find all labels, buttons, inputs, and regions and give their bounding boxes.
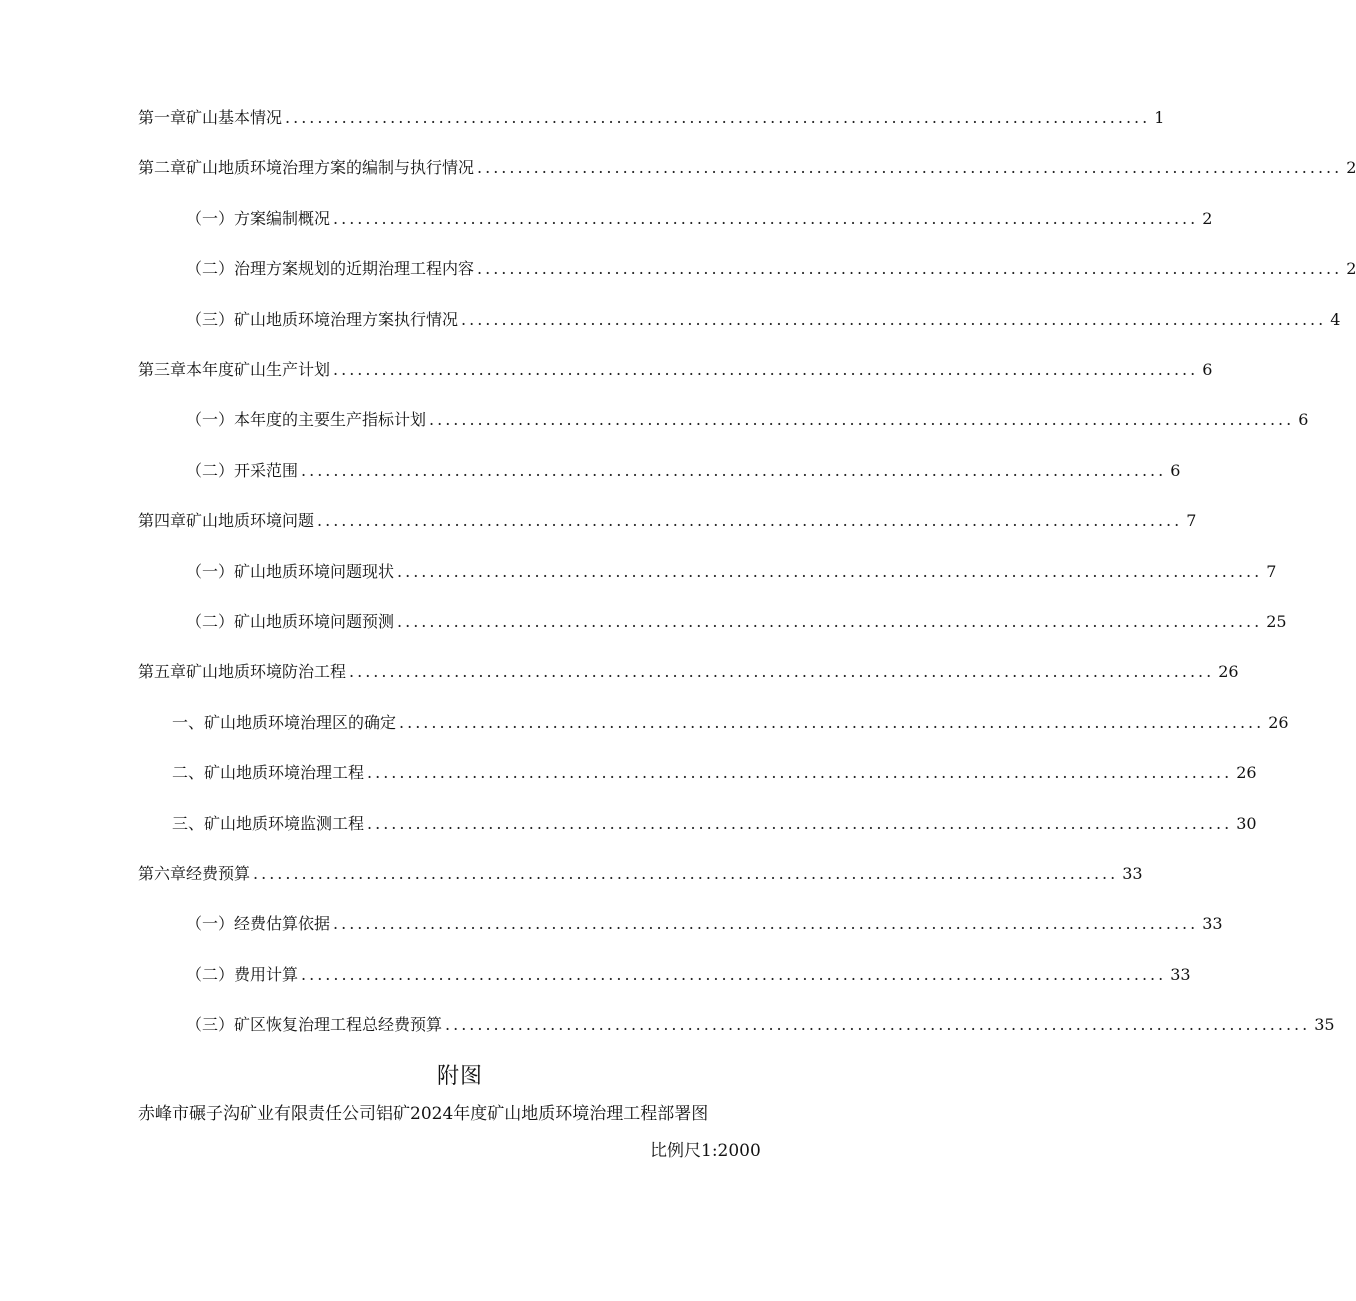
toc-page-number: 1 xyxy=(1154,108,1165,127)
toc-entry-label: （二）开采范围 xyxy=(186,461,299,480)
toc-entry-label: （一）经费估算依据 xyxy=(186,914,331,933)
toc-leader-dots: ........................................................................................................... xyxy=(253,864,1119,883)
toc-page-number: 30 xyxy=(1236,814,1257,833)
toc-entry-label: （二）费用计算 xyxy=(186,965,299,984)
appendix-heading: 附图 xyxy=(436,1064,483,1089)
toc-leader-dots: ........................................................................................................... xyxy=(333,209,1199,228)
toc-page-number: 7 xyxy=(1186,511,1197,530)
toc-leader-dots: ........................................................................................................... xyxy=(397,562,1263,581)
toc-leader-dots: ........................................................................................................... xyxy=(333,914,1199,933)
toc-entry-label: （三）矿区恢复治理工程总经费预算 xyxy=(186,1015,443,1034)
toc-leader-dots: ........................................................................................................... xyxy=(333,360,1199,379)
toc-leader-dots: ........................................................................................................... xyxy=(285,108,1151,127)
toc-entry-label: 第六章经费预算 xyxy=(138,864,251,883)
toc-entry-section-3-2[interactable] xyxy=(186,458,1181,484)
toc-entry-label: 第三章本年度矿山生产计划 xyxy=(138,360,331,379)
toc-entry-section-4-2[interactable] xyxy=(186,609,1287,635)
toc-page-number: 26 xyxy=(1268,713,1289,732)
toc-entry-label: （三）矿山地质环境治理方案执行情况 xyxy=(186,310,459,329)
toc-page-number: 33 xyxy=(1122,864,1143,883)
toc-entry-label: （一）矿山地质环境问题现状 xyxy=(186,562,395,581)
appendix-figure-title[interactable]: 赤峰市碾子沟矿业有限责任公司铝矿2024年度矿山地质环境治理工程部署图 xyxy=(138,1104,709,1124)
toc-page-number: 26 xyxy=(1218,662,1239,681)
toc-page-number: 35 xyxy=(1314,1015,1335,1034)
toc-entry-section-5-2[interactable] xyxy=(172,760,1257,786)
toc-leader-dots: ........................................................................................................... xyxy=(461,310,1327,329)
toc-leader-dots: ........................................................................................................... xyxy=(317,511,1183,530)
toc-page-number: 4 xyxy=(1330,310,1341,329)
toc-entry-label: （二）治理方案规划的近期治理工程内容 xyxy=(186,259,475,278)
toc-page-number: 6 xyxy=(1298,410,1309,429)
appendix-scale: 比例尺1:2000 xyxy=(650,1141,761,1161)
toc-entry-section-6-3[interactable] xyxy=(186,1012,1335,1038)
toc-entry-label: 二、矿山地质环境治理工程 xyxy=(172,763,365,782)
toc-leader-dots: ........................................................................................................... xyxy=(301,461,1167,480)
toc-page-number: 6 xyxy=(1170,461,1181,480)
toc-entry-section-2-1[interactable] xyxy=(186,206,1213,232)
toc-page-number: 2 xyxy=(1202,209,1213,228)
toc-leader-dots: ........................................................................................................... xyxy=(477,259,1343,278)
toc-entry-section-4-1[interactable] xyxy=(186,559,1277,585)
toc-entry-label: 第一章矿山基本情况 xyxy=(138,108,283,127)
toc-entry-label: 第四章矿山地质环境问题 xyxy=(138,511,315,530)
toc-entry-chapter-3[interactable] xyxy=(138,357,1213,383)
toc-entry-chapter-5[interactable] xyxy=(138,659,1239,685)
toc-entry-chapter-1[interactable] xyxy=(138,105,1165,131)
toc-page-number: 7 xyxy=(1266,562,1277,581)
toc-leader-dots: ........................................................................................................... xyxy=(445,1015,1311,1034)
toc-entry-section-6-1[interactable] xyxy=(186,911,1223,937)
toc-page-number: 2 xyxy=(1346,259,1356,278)
toc-entry-section-3-1[interactable] xyxy=(186,407,1309,433)
toc-page-number: 2 xyxy=(1346,158,1356,177)
toc-leader-dots: ........................................................................................................... xyxy=(301,965,1167,984)
toc-entry-chapter-4[interactable] xyxy=(138,508,1197,534)
toc-leader-dots: ........................................................................................................... xyxy=(477,158,1343,177)
toc-entry-section-2-2[interactable] xyxy=(186,256,1356,282)
toc-entry-section-5-3[interactable] xyxy=(172,811,1257,837)
toc-page-number: 25 xyxy=(1266,612,1287,631)
toc-entry-label: 三、矿山地质环境监测工程 xyxy=(172,814,365,833)
toc-leader-dots: ........................................................................................................... xyxy=(429,410,1295,429)
toc-entry-label: 一、矿山地质环境治理区的确定 xyxy=(172,713,397,732)
toc-leader-dots: ........................................................................................................... xyxy=(399,713,1265,732)
toc-leader-dots: ........................................................................................................... xyxy=(367,814,1233,833)
toc-entry-chapter-2[interactable] xyxy=(138,155,1356,181)
toc-page-number: 6 xyxy=(1202,360,1213,379)
toc-leader-dots: ........................................................................................................... xyxy=(349,662,1215,681)
toc-page-number: 26 xyxy=(1236,763,1257,782)
toc-entry-section-6-2[interactable] xyxy=(186,962,1191,988)
toc-entry-section-5-1[interactable] xyxy=(172,710,1289,736)
toc-entry-label: （一）方案编制概况 xyxy=(186,209,331,228)
toc-page-number: 33 xyxy=(1202,914,1223,933)
toc-entry-label: （一）本年度的主要生产指标计划 xyxy=(186,410,427,429)
toc-entry-label: 第二章矿山地质环境治理方案的编制与执行情况 xyxy=(138,158,475,177)
toc-leader-dots: ........................................................................................................... xyxy=(397,612,1263,631)
toc-entry-label: 第五章矿山地质环境防治工程 xyxy=(138,662,347,681)
toc-entry-section-2-3[interactable] xyxy=(186,307,1341,333)
toc-entry-chapter-6[interactable] xyxy=(138,861,1143,887)
toc-page-number: 33 xyxy=(1170,965,1191,984)
toc-leader-dots: ........................................................................................................... xyxy=(367,763,1233,782)
toc-entry-label: （二）矿山地质环境问题预测 xyxy=(186,612,395,631)
